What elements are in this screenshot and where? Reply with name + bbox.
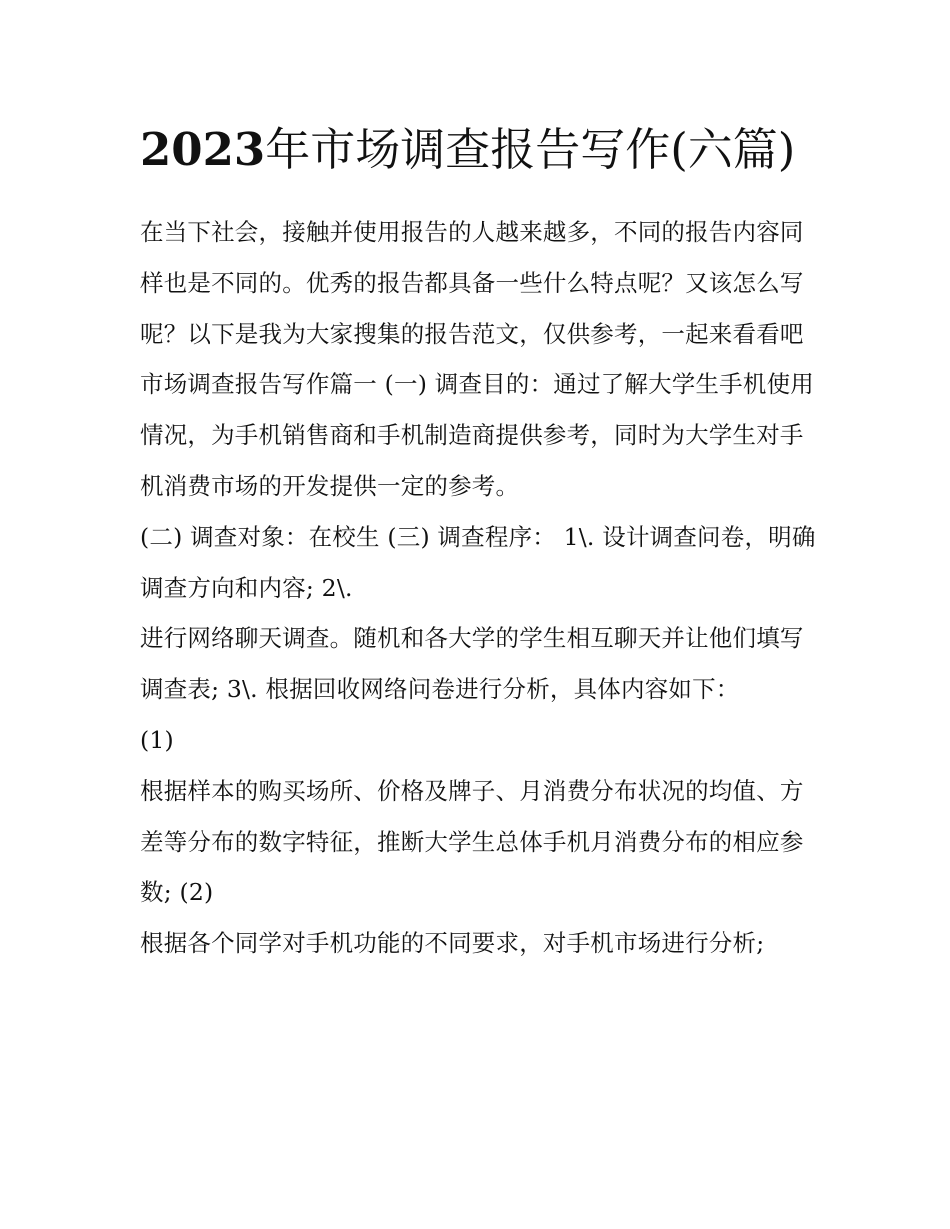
intro-paragraph: 在当下社会，接触并使用报告的人越来越多，不同的报告内容同样也是不同的。优秀的报告都具备一些什么特点呢？又该怎么写呢？以下是我为大家搜集的报告范文，仅供参考，一起来看看吧 xyxy=(140,218,804,348)
document-page xyxy=(140,112,820,969)
analysis-paragraph-2: 根据各个同学对手机功能的不同要求，对手机市场进行分析; xyxy=(140,929,765,958)
list-marker-1: (1) xyxy=(140,725,174,754)
survey-method-paragraph: 进行网络聊天调查。随机和各大学的学生相互聊天并让他们填写调查表; 3\. 根据回收网络问卷进行分析，具体内容如下： xyxy=(140,624,804,704)
analysis-paragraph-1: 根据样本的购买场所、价格及牌子、月消费分布状况的均值、方差等分布的数字特征，推断大学生总体手机月消费分布的相应参数; (2) xyxy=(140,776,804,907)
survey-purpose-paragraph: 市场调查报告写作篇一 (一) 调查目的：通过了解大学生手机使用情况，为手机销售商和手机制造商提供参考，同时为大学生对手机消费市场的开发提供一定的参考。 xyxy=(140,370,814,500)
title-text: 年市场调查报告写作(六篇) xyxy=(265,123,796,176)
title-year: 2023 xyxy=(140,123,266,176)
document-body xyxy=(140,207,820,969)
document-title xyxy=(140,112,820,187)
survey-subject-paragraph: (二) 调查对象：在校生 (三) 调查程序： 1\. 设计调查问卷，明确调查方向和内容; 2\. xyxy=(140,522,816,602)
